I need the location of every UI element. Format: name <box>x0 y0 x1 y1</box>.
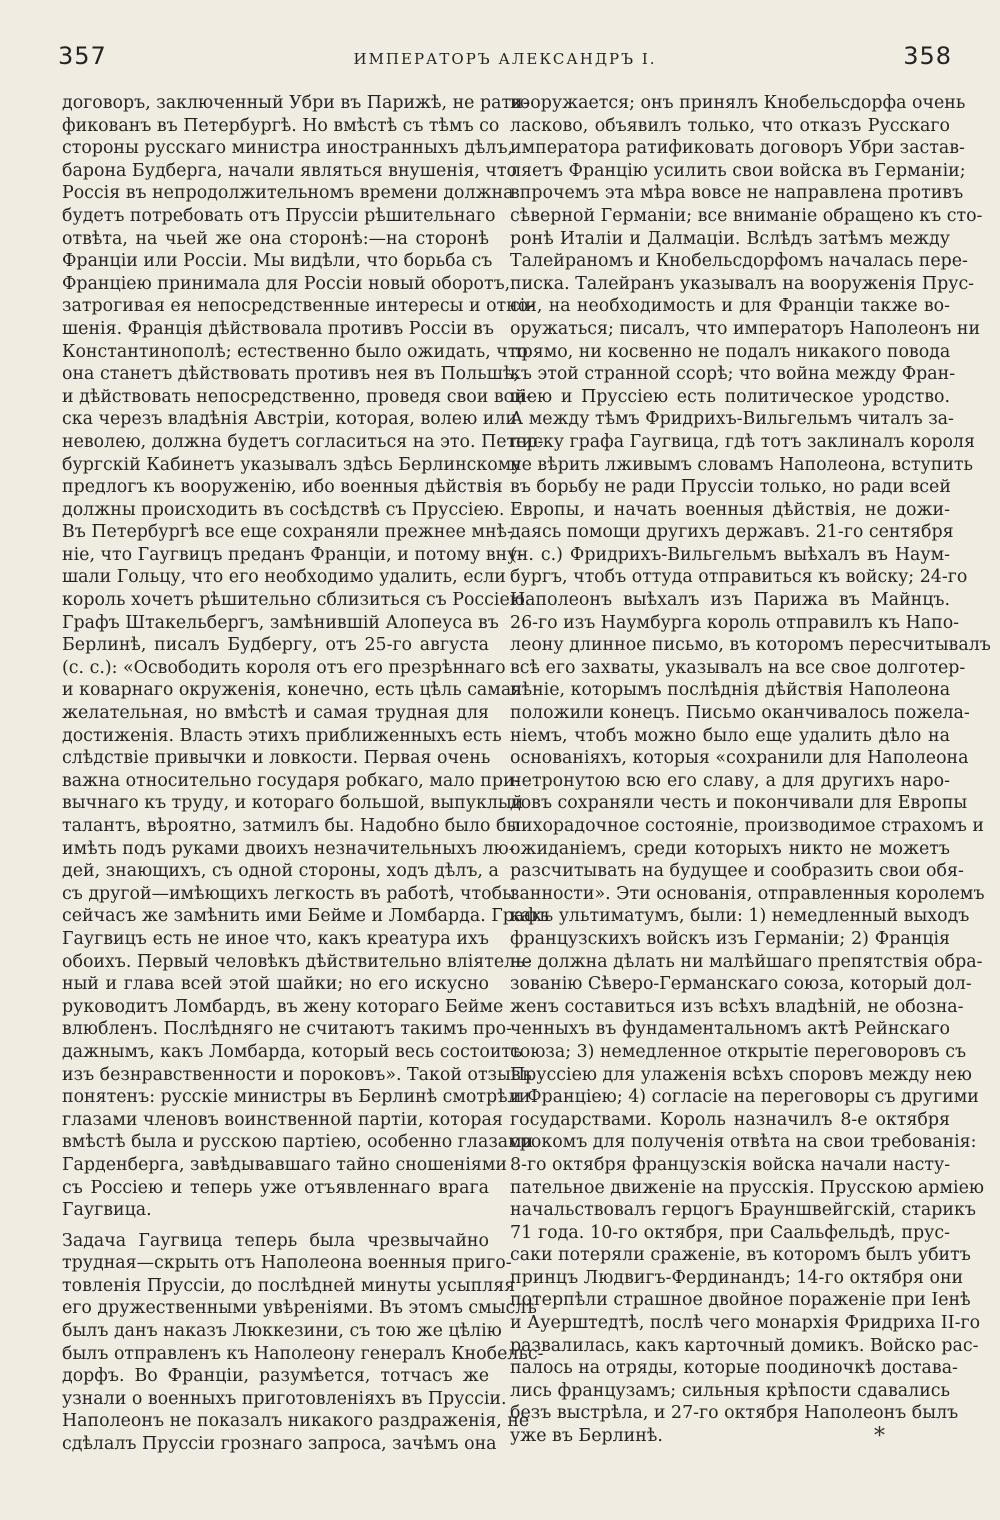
text-line: и дѣйствовать непосредственно, проведя свои вой- <box>62 386 532 407</box>
text-line: ціею и Пруссіею есть политическое уродство. <box>510 386 950 407</box>
text-line: желательная, но вмѣстѣ и самая трудная для <box>62 703 489 724</box>
text-line: Въ Петербургѣ все еще сохраняли прежнее мнѣ- <box>62 522 513 543</box>
text-line: 8-го октября французскія войска начали насту- <box>510 1154 951 1175</box>
text-line: нетронутою всю его славу, а для другихъ наро- <box>510 770 950 791</box>
right-column <box>510 92 991 1448</box>
text-line: глазами членовъ воинственной партіи, которая <box>62 1109 503 1130</box>
text-line: сіи, на необходимость и для Франціи также во- <box>510 296 950 317</box>
text-line: и Ауерштедтѣ, послѣ чего монархія Фридриха II-го <box>510 1313 981 1334</box>
text-line: важна относительно государя робкаго, мало при- <box>62 770 521 791</box>
text-line: пѣніе, которымъ послѣднія дѣйствія Наполеона <box>510 680 951 701</box>
text-line: должны происходить въ сосѣдствѣ съ Пруссіею. <box>62 499 505 520</box>
text-line: будетъ потребовать отъ Пруссіи рѣшительнаго <box>62 205 496 226</box>
text-line: бургскій Кабинетъ указывалъ здѣсь Берлинскому <box>62 454 522 475</box>
text-line: лись французамъ; сильныя крѣпости сдавались <box>510 1380 950 1401</box>
text-line: зованію Сѣверо-Германскаго союза, который дол- <box>510 974 972 995</box>
text-line: потерпѣли страшное двойное пораженіе при Іенѣ <box>510 1290 971 1311</box>
text-line: былъ данъ наказъ Люккезини, съ тою же цѣлію <box>62 1321 502 1342</box>
text-line: Константинополѣ; естественно было ожидать, что <box>62 341 528 362</box>
text-line: она станетъ дѣйствовать противъ нея въ Польшѣ, <box>62 364 519 385</box>
text-line: уже въ Берлинѣ. <box>510 1426 663 1447</box>
text-line: Россія въ непродолжительномъ времени должна <box>62 183 514 204</box>
text-line: обоихъ. Первый человѣкъ дѣйствительно вліятель- <box>62 951 531 972</box>
text-line: изъ безнравственности и пороковъ». Такой отзывъ <box>62 1064 532 1085</box>
text-line: его дружественными увѣреніями. Въ этомъ смыслѣ <box>62 1298 537 1319</box>
text-line: принцъ Людвигъ-Фердинандъ; 14-го октября они <box>510 1267 964 1288</box>
text-line: основаніяхъ, которыя «сохранили для Наполеона <box>510 748 969 769</box>
text-line: Задача Гаугвица теперь была чрезвычайно <box>62 1230 489 1251</box>
text-line: предлогъ къ вооруженію, ибо военныя дѣйствія <box>62 477 503 498</box>
text-line: ніе, что Гаугвицъ преданъ Франціи, и потому вну- <box>62 544 524 565</box>
text-line: впрочемъ эта мѣра вовсе не направлена противъ <box>510 183 964 204</box>
text-line: пательное движеніе на прусскія. Прусскою арміею <box>510 1177 985 1198</box>
text-line: Графъ Штакельбергъ, замѣнившій Алопеуса въ <box>62 612 499 633</box>
left-column <box>62 92 549 1456</box>
text-line: Гаугвицъ есть не иное что, какъ креатура ихъ <box>62 928 489 949</box>
text-line: Наполеонъ не показалъ никакого раздраженія, не <box>62 1411 530 1432</box>
running-title: ИМПЕРАТОРЪ АЛЕКСАНДРЪ I. <box>353 50 657 68</box>
text-line: Европы, и начать военныя дѣйствія, не дожи- <box>510 499 950 520</box>
text-line: (н. с.) Фридрихъ-Вильгельмъ выѣхалъ въ Наум- <box>510 544 950 565</box>
text-line: разсчитывать на будущее и сообразить свои обя- <box>510 861 964 882</box>
text-line: Гарденберга, завѣдывавшаго тайно сношеніями <box>62 1154 507 1175</box>
paragraph-gap <box>62 1222 489 1230</box>
text-line: трудная—скрыть отъ Наполеона военныя приго- <box>62 1253 512 1274</box>
text-line: достиженія. Власть этихъ приближенныхъ есть <box>62 725 502 746</box>
text-line: безъ выстрѣла, и 27-го октября Наполеонъ былъ <box>510 1403 959 1424</box>
text-line: дажнымъ, какъ Ломбарда, который весь состоитъ <box>62 1041 523 1062</box>
text-line: затрогивая ея непосредственные интересы и отно- <box>62 296 535 317</box>
text-line: неволею, должна будетъ согласиться на это. Петер- <box>62 431 544 452</box>
text-line: шенія. Франція дѣйствовала противъ Россіи въ <box>62 318 494 339</box>
text-line: ніемъ, чтобъ можно было еще удалить дѣло на <box>510 725 950 746</box>
text-line: влюбленъ. Послѣдняго не считаютъ такимъ про- <box>62 1019 513 1040</box>
text-line: понятенъ: русскіе министры въ Берлинѣ смотрѣли <box>62 1087 531 1108</box>
text-line: лихорадочное состояніе, производимое страхомъ и <box>510 816 984 836</box>
page-number-right: 358 <box>903 42 952 70</box>
text-line: 71 года. 10-го октября, при Саальфельдѣ, прус- <box>510 1222 950 1243</box>
text-line: въ борьбу не ради Пруссіи только, но ради всей <box>510 477 951 498</box>
text-line: ный и глава всей этой шайки; но его искусно <box>62 974 489 995</box>
page-number-left: 357 <box>58 42 107 70</box>
text-line: договоръ, заключенный Убри въ Парижѣ, не рати- <box>62 93 529 113</box>
text-line: вооружается; онъ принялъ Кнобельсдорфа очень <box>510 93 966 113</box>
text-line: Пруссіею для улаженія всѣхъ споровъ между нею <box>510 1064 972 1085</box>
text-line: имѣть подъ руками двоихъ незначительныхъ лю- <box>62 838 515 859</box>
text-line: бургъ, чтобъ оттуда отправиться къ войску; 24-го <box>510 567 968 588</box>
text-line: французскихъ войскъ изъ Германіи; 2) Франція <box>510 928 950 949</box>
text-line: женъ составиться изъ всѣхъ владѣній, не обозна- <box>510 996 964 1017</box>
text-line: вмѣстѣ была и русскою партіею, особенно глазами <box>62 1132 534 1153</box>
text-line: къ этой странной ссорѣ; что война между Фран- <box>510 364 956 385</box>
text-line: палось на отряды, которые поодиночкѣ достава- <box>510 1358 958 1379</box>
text-line: Наполеонъ выѣхалъ изъ Парижа въ Майнцъ. <box>510 590 950 611</box>
signature-mark: * <box>874 1424 885 1449</box>
text-line: писку графа Гаугвица, гдѣ тотъ заклиналъ короля <box>510 431 975 452</box>
text-line: шали Гольцу, что его необходимо удалить, если <box>62 567 506 588</box>
text-line: оружаться; писалъ, что императоръ Наполеонъ ни <box>510 318 981 339</box>
text-line: положили конецъ. Письмо оканчивалось пожела- <box>510 703 970 724</box>
text-line: фикованъ въ Петербургѣ. Но вмѣстѣ съ тѣмъ со <box>62 115 500 136</box>
text-line: довъ сохраняли честь и покончивали для Европы <box>510 793 968 814</box>
text-line: императора ратификовать договоръ Убри застав- <box>510 138 965 159</box>
text-line: даясь помощи другихъ державъ. 21-го сентября <box>510 522 954 543</box>
text-line: товленія Пруссіи, до послѣдней минуты усыпляя <box>62 1275 516 1296</box>
text-line: прямо, ни косвенно не подалъ никакого повода <box>510 341 951 362</box>
text-line: государствами. Король назначилъ 8-е октября <box>510 1109 950 1130</box>
text-line: леону длинное письмо, въ которомъ пересчитывалъ <box>510 635 991 656</box>
text-line: Берлинѣ, писалъ Будбергу, отъ 25-го августа <box>62 635 489 656</box>
text-line: съ другой—имѣющихъ легкость въ работѣ, чтобы <box>62 883 516 904</box>
text-line: всѣ его захваты, указывалъ на все свое долготер- <box>510 657 966 678</box>
text-line: сдѣлалъ Пруссіи грознаго запроса, зачѣмъ она <box>62 1434 497 1455</box>
text-line: Франціи или Россіи. Мы видѣли, что борьба съ <box>62 251 493 272</box>
text-line: 26-го изъ Наумбурга король отправилъ къ Напо- <box>510 612 960 633</box>
text-line: ожиданіемъ, среди которыхъ никто не можетъ <box>510 838 950 859</box>
text-line: ронѣ Италіи и Далмаціи. Вслѣдъ затѣмъ между <box>510 228 950 249</box>
text-line: талантъ, вѣроятно, затмилъ бы. Надобно было бы <box>62 816 521 836</box>
text-line: стороны русскаго министра иностранныхъ дѣлъ, <box>62 138 514 159</box>
text-line: Гаугвица. <box>62 1200 152 1221</box>
text-line: съ Россіею и теперь уже отъявленнаго врага <box>62 1177 489 1198</box>
page-header <box>58 40 952 80</box>
text-line: король хочетъ рѣшительно сблизиться съ Россіею. <box>62 590 531 611</box>
text-line: (с. с.): «Освободить короля отъ его презрѣннаго <box>62 657 506 678</box>
text-line: ска черезъ владѣнія Австріи, которая, волею или <box>62 409 517 430</box>
text-line: Франціею принимала для Россіи новый оборотъ, <box>62 273 511 294</box>
text-line: сѣверной Германіи; все вниманіе обращено къ сто- <box>510 205 983 226</box>
text-line: союза; 3) немедленное открытіе переговоровъ съ <box>510 1041 967 1062</box>
text-line: писка. Талейранъ указывалъ на вооруженія Прус- <box>510 273 975 294</box>
text-line: развалилась, какъ карточный домикъ. Войско рас- <box>510 1335 979 1356</box>
text-line: саки потеряли сраженіе, въ которомъ былъ убитъ <box>510 1245 971 1266</box>
text-line: и коварнаго окруженія, конечно, есть цѣль самая <box>62 680 523 701</box>
text-line: Талейраномъ и Кнобельсдорфомъ началась пере- <box>510 251 968 272</box>
text-line: дорфъ. Во Франціи, разумѣется, тотчасъ же <box>62 1366 489 1387</box>
text-line: какъ ультиматумъ, были: 1) немедленный выходъ <box>510 906 970 927</box>
text-line: и Франціею; 4) согласіе на переговоры съ другими <box>510 1087 979 1108</box>
text-line: руководитъ Ломбардъ, въ жену котораго Бейме <box>62 996 504 1017</box>
text-line: вычнаго къ труду, и котораго большой, выпуклый <box>62 793 524 814</box>
text-line: слѣдствіе привычки и ловкости. Первая очень <box>62 748 491 769</box>
text-line: начальствовалъ герцогъ Брауншвейгскій, старикъ <box>510 1200 976 1221</box>
text-line: А между тѣмъ Фридрихъ-Вильгельмъ читалъ за- <box>510 409 954 430</box>
text-line: не должна дѣлать ни малѣйшаго препятствія обра- <box>510 951 983 972</box>
text-line: барона Будберга, начали являться внушенія, что <box>62 160 518 181</box>
text-line: дей, знающихъ, съ одной стороны, ходъ дѣлъ, а <box>62 861 499 882</box>
text-line: узнали о военныхъ приготовленіяхъ въ Пруссіи. <box>62 1388 507 1409</box>
text-line: ляетъ Францію усилить свои войска въ Германіи; <box>510 160 966 181</box>
text-line: былъ отправленъ къ Наполеону генералъ Кнобельс- <box>62 1343 544 1364</box>
text-line: отвѣта, на чьей же она сторонѣ:—на сторонѣ <box>62 228 489 249</box>
text-line: не вѣрить лживымъ словамъ Наполеона, вступить <box>510 454 974 475</box>
text-line: срокомъ для полученія отвѣта на свои требованія: <box>510 1132 977 1153</box>
text-line: ласково, объявилъ только, что отказъ Русскаго <box>510 115 950 136</box>
text-line: ченныхъ въ фундаментальномъ актѣ Рейнскаго <box>510 1019 950 1040</box>
text-line: занности». Эти основанія, отправленныя королемъ <box>510 883 985 904</box>
text-line: сейчасъ же замѣнить ими Бейме и Ломбарда. Графъ <box>62 906 549 927</box>
